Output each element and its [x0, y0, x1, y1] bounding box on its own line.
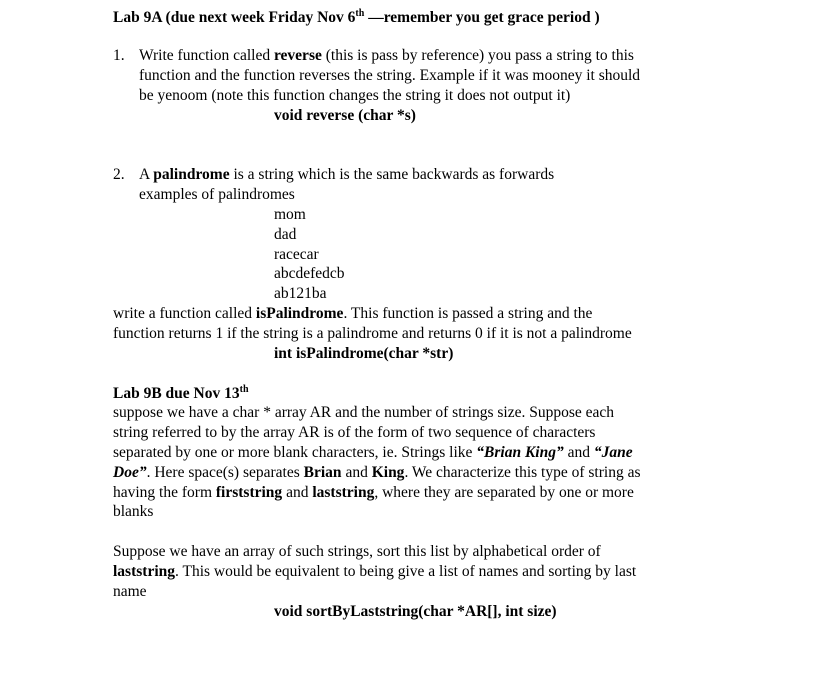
doe-example: Doe”: [113, 464, 147, 481]
item2-signature-text: int isPalindrome(char *str): [274, 345, 454, 362]
item2-write-b: . This function is passed a string and the: [343, 305, 593, 322]
item2-ispalindrome-term: isPalindrome: [255, 305, 344, 322]
lab9b-p1-line3-b: and: [563, 444, 594, 461]
item1-line2: function and the function reverses the string. Example if it was mooney it should: [139, 67, 641, 84]
palindrome-example: abcdefedcb: [274, 265, 345, 282]
lab9b-title-text: Lab 9B due Nov 13: [113, 385, 240, 402]
item1-signature: [274, 106, 416, 126]
lab9b-p1-line4-a: . Here space(s) separates: [146, 464, 304, 481]
lab9b-signature: [274, 602, 557, 622]
item2-palindrome-term: palindrome: [153, 166, 230, 183]
item2-write-line2: function returns 1 if the string is a palindrome and returns 0 if it is not a palindrome: [113, 325, 632, 342]
lab9a-title: [113, 8, 600, 28]
lab9b-p1-line6: blanks: [113, 503, 154, 520]
lab9b-p2-line2: [113, 562, 636, 582]
lab9b-p1-line4-c: . We characterize this type of string as: [404, 464, 641, 481]
lab9b-signature-text: void sortByLaststring(char *AR[], int size): [274, 603, 557, 620]
item1-line1-b: (this is pass by reference) you pass a string to this: [321, 47, 634, 64]
item1-line1: [139, 46, 634, 66]
item2-line1-a: A: [139, 166, 154, 183]
item2-write-line1: [113, 304, 592, 324]
laststring-term-2: laststring: [113, 563, 175, 580]
king-term: King: [371, 464, 405, 481]
lab9b-p1-line5-a: having the form: [113, 484, 216, 501]
brian-king-example: “Brian King”: [476, 444, 564, 461]
palindrome-example: racecar: [274, 246, 319, 263]
lab9b-p1-line5-b: and: [282, 484, 313, 501]
lab9a-title-sup: th: [355, 7, 365, 19]
lab9a-title-rest: —remember you get grace period ): [364, 9, 600, 26]
item2-signature: [274, 344, 453, 364]
item1-reverse-term: reverse: [273, 47, 322, 64]
palindrome-example: mom: [274, 206, 306, 223]
lab9b-p2-line3: name: [113, 583, 147, 600]
item2-number: 2.: [113, 166, 125, 183]
lab9b-p1-line4-b: and: [341, 464, 372, 481]
firststring-term: firststring: [215, 484, 283, 501]
item2-line1-b: is a string which is the same backwards as forwards: [229, 166, 555, 183]
lab9b-p1-line4: [113, 463, 640, 483]
lab9b-title-sup: th: [239, 383, 249, 395]
item1-line3: be yenoom (note this function changes the string it does not output it): [139, 87, 571, 104]
item1-signature-text: void reverse (char *s): [274, 107, 416, 124]
item1-line1-a: Write function called: [139, 47, 274, 64]
lab9b-p2-line2-a: . This would be equivalent to being give a list of names and sorting by last: [175, 563, 637, 580]
lab9b-p1-line5: [113, 483, 634, 503]
lab9b-p2-line1: Suppose we have an array of such strings, sort this list by alphabetical order of: [113, 543, 601, 560]
lab9b-p1-line3-a: separated by one or more blank characters, ie. Strings like: [113, 444, 477, 461]
palindrome-example: dad: [274, 226, 297, 243]
palindrome-example: ab121ba: [274, 285, 327, 302]
lab9b-p1-line1: suppose we have a char * array AR and the number of strings size. Suppose each: [113, 404, 615, 421]
lab9b-p1-line2: string referred to by the array AR is of the form of two sequence of characters: [113, 424, 596, 441]
item2-line2: examples of palindromes: [139, 186, 295, 203]
brian-term: Brian: [303, 464, 342, 481]
lab9a-title-text: Lab 9A (due next week Friday Nov 6: [113, 9, 356, 26]
lab9b-p1-line3: [113, 443, 633, 463]
lab9b-p1-line5-c: , where they are separated by one or more: [374, 484, 634, 501]
laststring-term: laststring: [312, 484, 375, 501]
item1-number: 1.: [113, 47, 125, 64]
jane-example: “Jane: [593, 444, 633, 461]
lab9b-title: [113, 384, 249, 404]
item2-write-a: write a function called: [113, 305, 256, 322]
item2-line1: [139, 165, 554, 185]
